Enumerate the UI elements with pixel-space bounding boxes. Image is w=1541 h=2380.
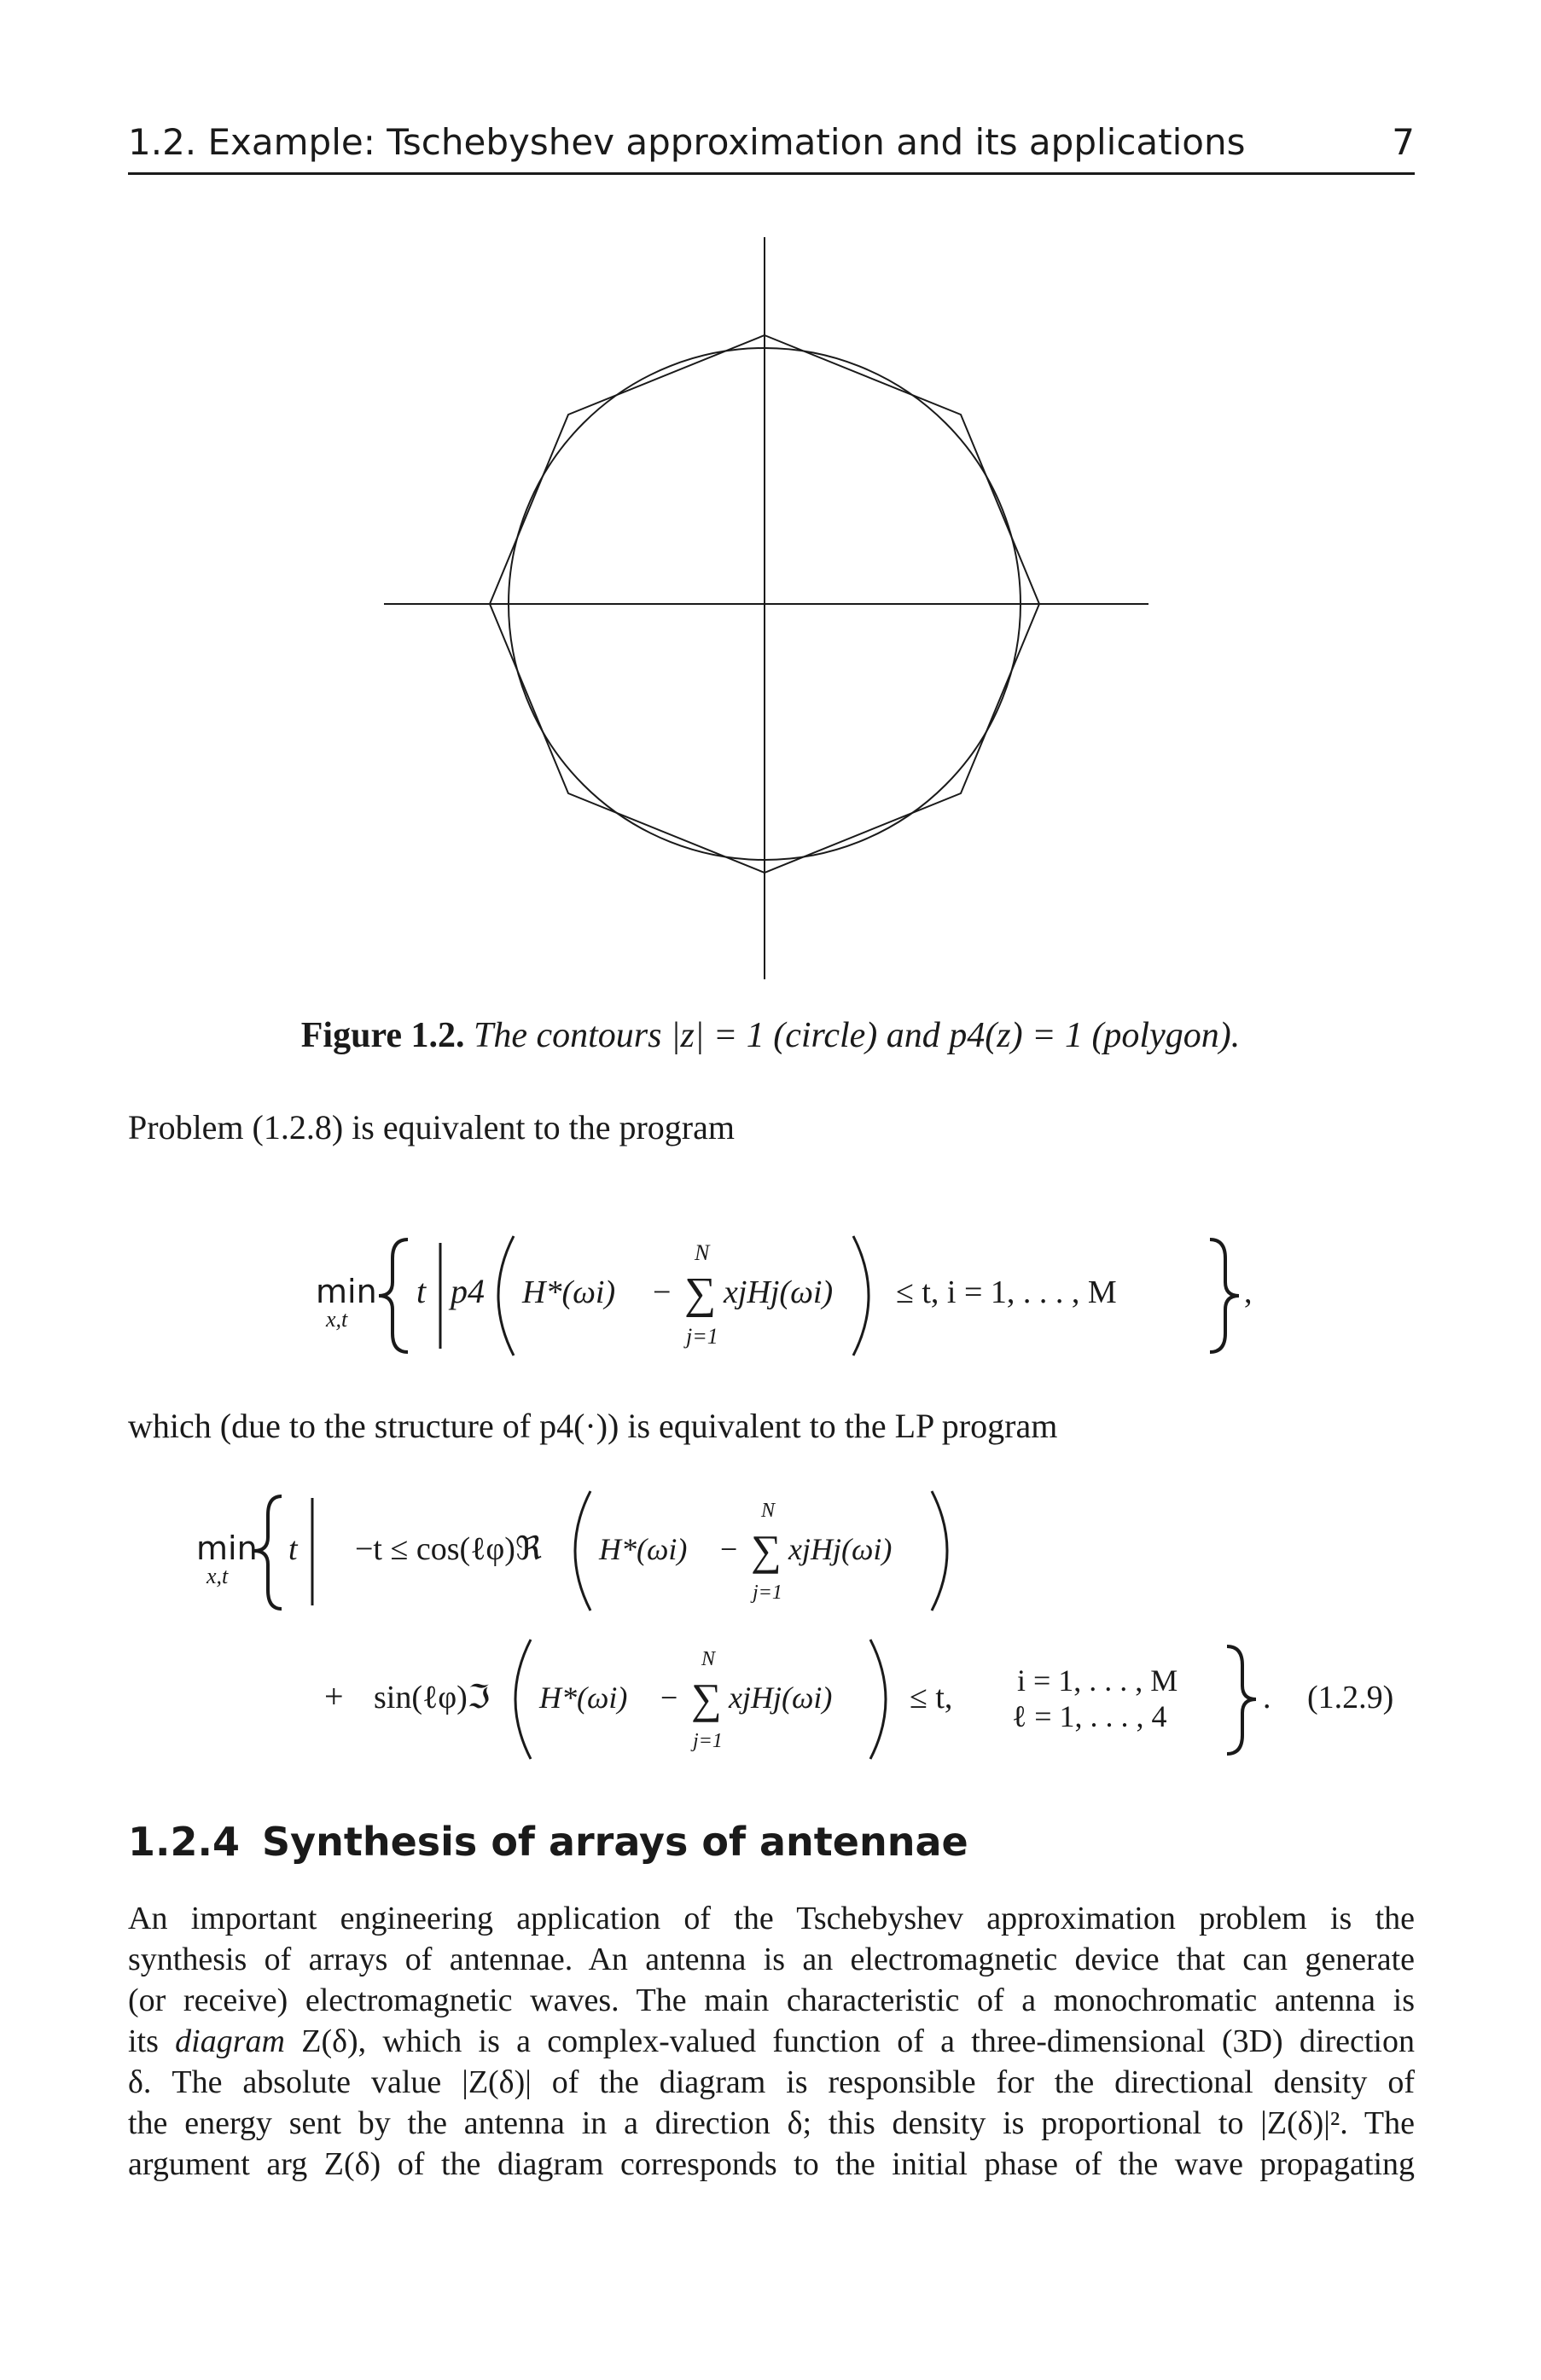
eq1-sub: x,t xyxy=(326,1307,348,1332)
eq2-line2-right-paren xyxy=(870,1640,886,1759)
eq1-left-brace xyxy=(379,1239,408,1352)
caption-label: Figure 1.2. xyxy=(300,1016,465,1055)
eq2-line2-H: H*(ωi) xyxy=(539,1681,628,1715)
body-line-4-end: Z(δ), which is a complex-valued function of a three-dimensional (3D) direction xyxy=(284,2023,1415,2059)
eq2-line1-minus: − xyxy=(720,1532,738,1566)
section-number: 1.2.4 xyxy=(128,1819,240,1865)
eq2-line1-lhs: −t ≤ cos(ℓφ)ℜ xyxy=(355,1531,542,1567)
eq1-left-paren xyxy=(498,1236,514,1355)
eq1-sum: ∑ xyxy=(684,1269,717,1318)
eq2-plus: + xyxy=(324,1677,344,1715)
body-line-5: δ. The absolute value |Z(δ)| of the diagram is responsible for the directional density of xyxy=(128,2064,1415,2100)
eq2-number: (1.2.9) xyxy=(1307,1680,1394,1715)
eq2-range-l: ℓ = 1, . . . , 4 xyxy=(1012,1699,1167,1733)
body-paragraph xyxy=(128,1898,1415,2185)
eq2-line1-xH: xjHj(ωi) xyxy=(788,1532,893,1566)
eq2-range-i: i = 1, . . . , M xyxy=(1017,1663,1178,1698)
body-line-4 xyxy=(128,2021,1415,2062)
eq2-line2-left-paren xyxy=(515,1640,531,1759)
eq2-min: min xyxy=(196,1530,258,1567)
section-heading xyxy=(128,1819,968,1865)
body-line-3: (or receive) electromagnetic waves. The main characteristic of a monochromatic antenna is xyxy=(128,1982,1415,2018)
eq2-line1-H: H*(ωi) xyxy=(599,1532,688,1566)
eq2-period: . xyxy=(1263,1680,1271,1715)
eq2-line2-sum-bottom: j=1 xyxy=(693,1730,723,1752)
eq1-t: t xyxy=(416,1272,427,1310)
eq2-line2-sum: ∑ xyxy=(691,1675,722,1722)
body-line-6: the energy sent by the antenna in a direction δ; this density is proportional to |Z(δ)|². The xyxy=(128,2105,1415,2141)
eq1-H: H*(ωi) xyxy=(522,1274,616,1310)
body-line-2: synthesis of arrays of antennae. An antenna is an electromagnetic device that can generate xyxy=(128,1942,1415,1977)
eq1-tail: ≤ t, i = 1, . . . , M xyxy=(896,1274,1117,1310)
caption-text: The contours |z| = 1 (circle) and p4(z) = 1 (polygon). xyxy=(473,1016,1241,1055)
equation-1-2-8-program xyxy=(316,1224,1254,1369)
body-line-1: An important engineering application of the Tschebyshev approximation problem is the xyxy=(128,1901,1415,1936)
eq2-line2-xH: xjHj(ωi) xyxy=(729,1681,833,1715)
body-term-diagram: diagram xyxy=(175,2023,285,2059)
eq2-sub: x,t xyxy=(206,1564,229,1588)
eq1-sum-top: N xyxy=(695,1240,710,1265)
paragraph-2: which (due to the structure of p4(·)) is equivalent to the LP program xyxy=(128,1407,1058,1445)
eq1-xH: xjHj(ωi) xyxy=(724,1274,834,1310)
eq1-comma: , xyxy=(1244,1274,1253,1310)
eq2-line2-lhs: sin(ℓφ)ℑ xyxy=(374,1680,491,1715)
eq2-le-t: ≤ t, xyxy=(910,1680,953,1715)
eq2-line1-sum: ∑ xyxy=(751,1526,782,1574)
eq1-p4: p4 xyxy=(451,1272,485,1310)
paragraph-1: Problem (1.2.8) is equivalent to the program xyxy=(128,1108,735,1146)
page-number: 7 xyxy=(1392,121,1415,163)
eq2-line1-right-paren xyxy=(932,1491,947,1611)
eq2-line2-minus: − xyxy=(660,1681,678,1715)
eq2-line1-sum-top: N xyxy=(761,1500,776,1522)
figure-caption xyxy=(0,1015,1541,1056)
body-line-4-start: its xyxy=(128,2023,176,2059)
eq1-minus: − xyxy=(653,1274,672,1310)
eq1-sum-bottom: j=1 xyxy=(686,1324,718,1349)
running-head xyxy=(128,121,1415,175)
section-title: Synthesis of arrays of antennae xyxy=(261,1819,968,1865)
eq1-right-brace xyxy=(1210,1239,1239,1352)
eq2-t: t xyxy=(288,1531,298,1567)
eq1-right-paren xyxy=(853,1236,869,1355)
eq2-right-brace xyxy=(1227,1646,1256,1754)
eq2-line1-left-paren xyxy=(575,1491,590,1611)
equation-1-2-9-lp-program xyxy=(188,1484,1433,1783)
eq2-left-brace xyxy=(254,1496,282,1609)
body-line-7: argument arg Z(δ) of the diagram corresponds to the initial phase of the wave propagating xyxy=(128,2146,1415,2182)
eq2-line2-sum-top: N xyxy=(701,1648,716,1670)
eq1-min: min xyxy=(316,1273,377,1310)
contour-figure xyxy=(367,237,1152,979)
running-head-title: 1.2. Example: Tschebyshev approximation and its applications xyxy=(128,121,1246,163)
eq2-line1-sum-bottom: j=1 xyxy=(753,1582,782,1604)
